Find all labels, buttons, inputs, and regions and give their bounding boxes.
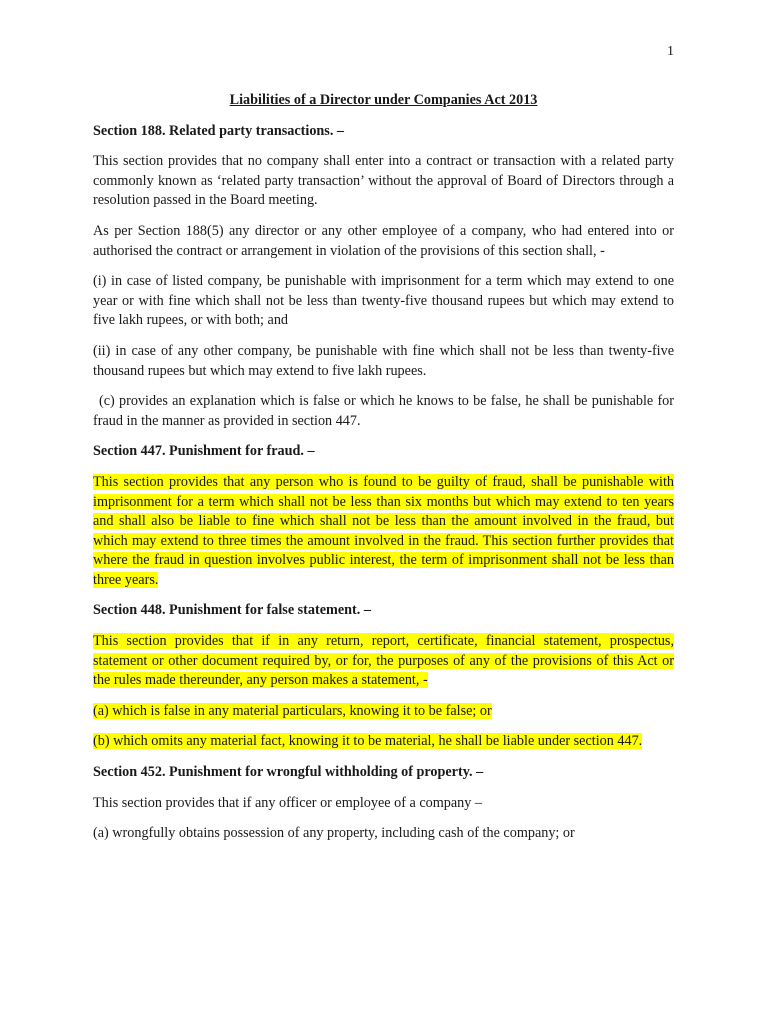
section-452-heading: Section 452. Punishment for wrongful withholding of property. – — [93, 764, 484, 781]
section-188-clause-c: (c) provides an explanation which is false or which he knows to be false, he shall be punishable for fraud in the manner as provided in section 447. — [93, 393, 674, 429]
document-body — [93, 91, 674, 855]
document-title: Liabilities of a Director under Companies Act 2013 — [229, 92, 538, 108]
section-448-clause-b — [93, 732, 674, 752]
section-188-heading: Section 188. Related party transactions. – — [93, 122, 345, 139]
highlighted-text: This section provides that any person who is found to be guilty of fraud, shall be punishable with imprisonment for a term which shall not be less than six months but which may extend to ten years and shall also be liable to fine which shall not be less than the amount involved in the fraud, but which may extend to three times the amount involved in the fraud. This section further provides that where the fraud in question involves public interest, the term of imprisonment shall not be less than three years. — [93, 473, 674, 588]
section-448-heading: Section 448. Punishment for false statement. – — [93, 602, 371, 619]
section-448-paragraph-1 — [93, 632, 674, 691]
highlighted-text: (a) which is false in any material particulars, knowing it to be false; or — [93, 702, 492, 719]
section-188-paragraph-1: This section provides that no company shall enter into a contract or transaction with a related party commonly known as ‘related party transaction’ without the approval of Board of Directors through a resolution passed in the Board meeting. — [93, 153, 674, 209]
highlighted-text: This section provides that if in any return, report, certificate, financial statement, prospectus, statement or other document required by, or for, the purposes of any of the provisions of this Act or the rules made thereunder, any person makes a statement, - — [93, 633, 674, 689]
page-number: 1 — [667, 44, 674, 59]
section-447-heading: Section 447. Punishment for fraud. – — [93, 443, 315, 460]
section-188-paragraph-2: As per Section 188(5) any director or any other employee of a company, who had entered into or authorised the contract or arrangement in violation of the provisions of this section shall, - — [93, 222, 674, 259]
section-452-clause-a: (a) wrongfully obtains possession of any property, including cash of the company; or — [93, 825, 575, 842]
section-188-clause-ii: (ii) in case of any other company, be punishable with fine which shall not be less than twenty-five thousand rupees but which may extend to five lakh rupees. — [93, 342, 674, 379]
section-452-paragraph-1: This section provides that if any officer or employee of a company – — [93, 794, 482, 811]
section-447-paragraph-1 — [93, 473, 674, 591]
section-448-clause-a — [93, 702, 674, 722]
section-188-clause-i: (i) in case of listed company, be punishable with imprisonment for a term which may extend to one year or with fine which shall not be less than twenty-five thousand rupees but which may extend to five lakh rupees, or with both; and — [93, 273, 674, 329]
highlighted-text: (b) which omits any material fact, knowing it to be material, he shall be liable under section 447. — [93, 733, 643, 750]
